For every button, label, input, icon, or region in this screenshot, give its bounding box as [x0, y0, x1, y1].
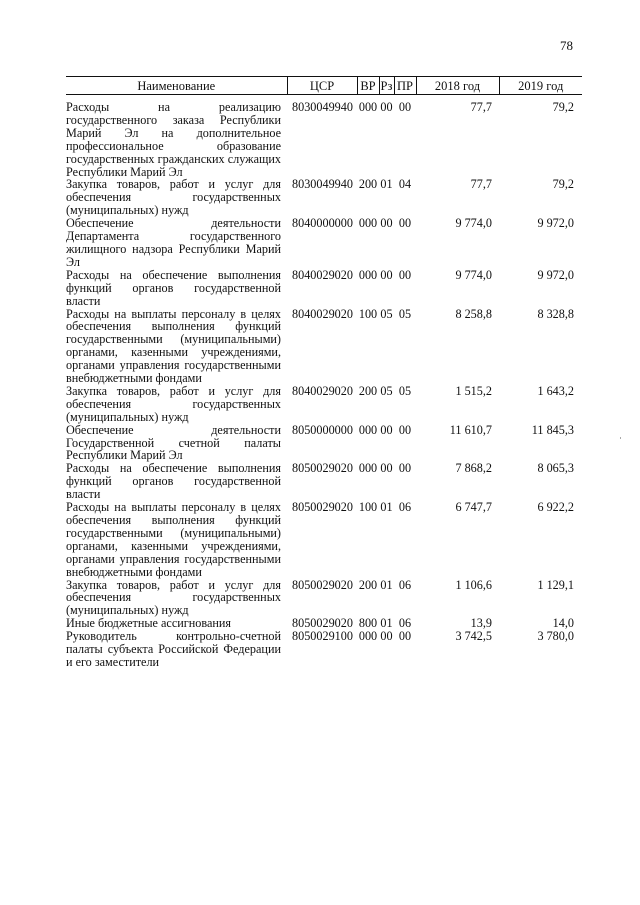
- row-csr: 8050000000: [292, 422, 353, 437]
- row-vr: 000: [358, 100, 378, 114]
- row-vr: 200: [358, 577, 378, 592]
- row-2019: 14,0: [552, 616, 574, 631]
- row-2019: 8 328,8: [537, 306, 574, 321]
- row-2018: 77,7: [470, 100, 492, 114]
- row-2019: 79,2: [552, 100, 574, 114]
- row-name: Обеспечение деятельности Государственной счетной палаты Республики Марий Эл: [66, 422, 281, 463]
- row-rz: 00: [380, 629, 393, 644]
- row-name: Закупка товаров, работ и услуг для обеспечения государственных (муниципальных) нужд: [66, 383, 281, 424]
- row-name: Расходы на обеспечение выполнения функций органов государственной власти: [66, 267, 281, 308]
- row-vr: 100: [358, 500, 378, 515]
- table-row: [66, 630, 582, 669]
- scan-speck: [620, 437, 621, 439]
- row-pr: 06: [398, 500, 412, 515]
- row-vr: 000: [358, 461, 378, 476]
- row-name: Расходы на выплаты персоналу в целях обеспечения выполнения функций государственными (муниципальными) органами, казенными учреждениями, органами управления государственными внебюджетными фондами: [66, 306, 281, 386]
- row-csr: 8050029020: [292, 616, 353, 631]
- row-name: Расходы на выплаты персоналу в целях обеспечения выполнения функций государственными (муниципальными) органами, казенными учреждениями, органами управления государственными внебюджетными фондами: [66, 500, 281, 579]
- row-csr: 8040029020: [292, 383, 353, 398]
- column-header-vr: ВР: [357, 77, 379, 95]
- row-csr: 8040029020: [292, 306, 353, 321]
- row-vr: 200: [358, 177, 378, 192]
- row-2018: 3 742,5: [455, 629, 492, 644]
- row-vr: 000: [358, 422, 378, 437]
- table-row: [66, 385, 582, 424]
- row-csr: 8040029020: [292, 267, 353, 282]
- row-2018: 11 610,7: [449, 422, 492, 437]
- row-2019: 3 780,0: [537, 629, 574, 644]
- row-2019: 1 129,1: [537, 577, 574, 592]
- table-row: [66, 95, 582, 179]
- table-row: [66, 269, 582, 308]
- row-2019: 11 845,3: [531, 422, 574, 437]
- row-csr: 8050029020: [292, 577, 353, 592]
- row-pr: 06: [398, 577, 412, 592]
- row-csr: 8050029100: [292, 629, 353, 644]
- row-pr: 00: [398, 422, 412, 437]
- table-row: [66, 308, 582, 385]
- row-2018: 9 774,0: [455, 267, 492, 282]
- row-name: Расходы на реализацию государственного заказа Республики Марий Эл на дополнительное профессиональное образование государственных гражданских служащих Республики Марий Эл: [66, 100, 281, 179]
- row-pr: 04: [398, 177, 412, 192]
- row-rz: 01: [380, 500, 393, 515]
- row-name: Закупка товаров, работ и услуг для обеспечения государственных (муниципальных) нужд: [66, 177, 281, 218]
- row-2019: 9 972,0: [537, 267, 574, 282]
- row-csr: 8050029020: [292, 500, 353, 515]
- row-csr: 8040000000: [292, 216, 353, 231]
- row-pr: 00: [398, 216, 412, 231]
- row-name: Закупка товаров, работ и услуг для обеспечения государственных (муниципальных) нужд: [66, 577, 281, 618]
- row-2019: 1 643,2: [537, 383, 574, 398]
- row-2018: 7 868,2: [455, 461, 492, 476]
- row-rz: 00: [380, 267, 393, 282]
- row-vr: 800: [358, 616, 378, 631]
- row-name: Расходы на обеспечение выполнения функций органов государственной власти: [66, 461, 281, 502]
- column-header-name: Наименование: [66, 77, 287, 95]
- row-2018: 77,7: [470, 177, 492, 192]
- row-rz: 00: [380, 100, 393, 114]
- page-number: 78: [560, 38, 573, 53]
- row-csr: 8050029020: [292, 461, 353, 476]
- row-pr: 05: [398, 383, 412, 398]
- row-2018: 13,9: [470, 616, 492, 631]
- row-vr: 100: [358, 306, 378, 321]
- row-pr: 00: [398, 629, 412, 644]
- table-row: [66, 217, 582, 269]
- row-vr: 200: [358, 383, 378, 398]
- column-header-2018: 2018 год: [416, 77, 499, 95]
- row-rz: 01: [380, 177, 393, 192]
- row-rz: 05: [380, 383, 393, 398]
- row-pr: 00: [398, 100, 412, 114]
- row-2019: 8 065,3: [537, 461, 574, 476]
- row-pr: 05: [398, 306, 412, 321]
- table-row: [66, 501, 582, 578]
- row-vr: 000: [358, 267, 378, 282]
- row-rz: 00: [380, 422, 393, 437]
- row-2018: 1 106,6: [455, 577, 492, 592]
- table-row: [66, 424, 582, 463]
- row-2019: 6 922,2: [537, 500, 574, 515]
- table-header-row: [66, 77, 582, 95]
- row-name: Иные бюджетные ассигнования: [66, 616, 232, 631]
- table-row: [66, 178, 582, 217]
- row-rz: 00: [380, 216, 393, 231]
- budget-table: [66, 76, 582, 669]
- row-vr: 000: [358, 216, 378, 231]
- row-2018: 1 515,2: [455, 383, 492, 398]
- column-header-rz: Рз: [380, 78, 393, 93]
- row-rz: 01: [380, 577, 393, 592]
- column-header-2019: 2019 год: [499, 77, 582, 95]
- table-row: [66, 462, 582, 501]
- row-rz: 01: [380, 616, 393, 631]
- row-2018: 8 258,8: [455, 306, 492, 321]
- row-pr: 00: [398, 267, 412, 282]
- row-pr: 06: [398, 616, 412, 631]
- row-rz: 00: [380, 461, 393, 476]
- row-name: Руководитель контрольно-счетной палаты субъекта Российской Федерации и его заместители: [66, 629, 281, 669]
- row-vr: 000: [358, 629, 378, 644]
- row-name: Обеспечение деятельности Департамента государственного жилищного надзора Республики Марий Эл: [66, 216, 281, 269]
- row-2019: 79,2: [552, 177, 574, 192]
- row-rz: 05: [380, 306, 393, 321]
- row-2019: 9 972,0: [537, 216, 574, 231]
- row-csr: 8030049940: [292, 177, 353, 192]
- table-row: [66, 579, 582, 618]
- column-header-csr: ЦСР: [287, 77, 357, 95]
- row-2018: 9 774,0: [455, 216, 492, 231]
- row-pr: 00: [398, 461, 412, 476]
- row-2018: 6 747,7: [455, 500, 492, 515]
- row-csr: 8030049940: [292, 100, 353, 114]
- column-header-pr: ПР: [394, 77, 416, 95]
